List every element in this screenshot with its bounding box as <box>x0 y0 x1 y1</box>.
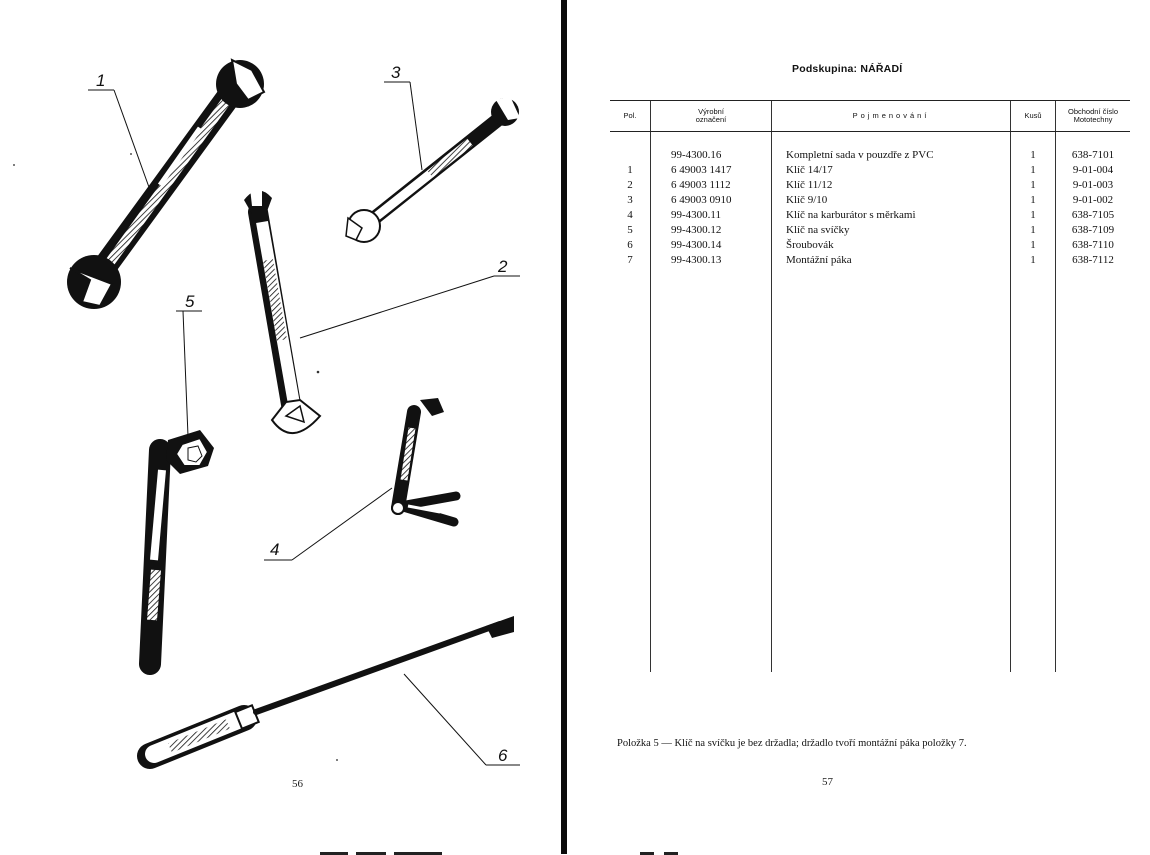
page-number-right: 57 <box>822 776 833 788</box>
cell-qty: 1 <box>1011 163 1056 178</box>
parts-list-page <box>570 0 1150 854</box>
cell-name: Kompletní sada v pouzdře z PVC <box>772 132 1011 164</box>
cell-code: 99-4300.16 <box>651 132 772 164</box>
table-row <box>610 178 1130 193</box>
illustration-page <box>0 0 564 854</box>
cell-pol: 1 <box>627 164 633 176</box>
cell-qty: 1 <box>1011 132 1056 164</box>
cell-code: 99-4300.11 <box>651 208 772 223</box>
table-row <box>610 253 1130 268</box>
table-header-row <box>610 101 1130 132</box>
cell-pol: 6 <box>627 239 633 251</box>
page-heading: Podskupina: NÁŘADÍ <box>792 63 903 75</box>
footnote: Položka 5 — Klíč na svíčku je bez držadla; držadlo tvoří montážní páka položky 7. <box>617 738 967 749</box>
callout-2: 2 <box>498 257 508 276</box>
tools-illustration <box>0 0 564 854</box>
cell-code: 99-4300.13 <box>651 253 772 268</box>
cell-cat: 638-7110 <box>1056 238 1131 253</box>
header-pol-text: Pol. <box>623 111 637 120</box>
header-name-text: Pojmenování <box>852 111 930 120</box>
cell-cat: 9-01-004 <box>1056 163 1131 178</box>
column-header-cat <box>1056 101 1131 132</box>
wrench-9-10-drawing <box>346 96 520 242</box>
cell-qty: 1 <box>1011 223 1056 238</box>
header-qty-text: Kusů <box>1024 111 1042 120</box>
callout-5: 5 <box>185 292 195 311</box>
cell-cat: 638-7109 <box>1056 223 1131 238</box>
cell-pol: 5 <box>627 224 633 236</box>
carburetor-key-drawing <box>392 398 456 522</box>
table-row <box>610 208 1130 223</box>
cell-name: Klíč na karburátor s měrkami <box>772 208 1011 223</box>
table-row <box>610 238 1130 253</box>
callout-3: 3 <box>391 63 401 82</box>
column-header-code <box>651 101 772 132</box>
table-row <box>610 132 1130 164</box>
cell-name: Klíč 11/12 <box>772 178 1011 193</box>
column-header-pol <box>610 101 651 132</box>
cell-cat: 638-7101 <box>1056 132 1131 164</box>
column-header-qty <box>1011 101 1056 132</box>
spark-plug-wrench-drawing <box>150 430 214 664</box>
cell-pol: 4 <box>627 209 633 221</box>
header-cat-line1: Obchodní číslo <box>1067 107 1119 116</box>
book-spine <box>561 0 567 854</box>
cell-qty: 1 <box>1011 193 1056 208</box>
cell-code: 6 49003 1112 <box>651 178 772 193</box>
cell-code: 6 49003 0910 <box>651 193 772 208</box>
cell-qty: 1 <box>1011 208 1056 223</box>
cell-cat: 9-01-003 <box>1056 178 1131 193</box>
cell-pol: 3 <box>627 194 633 206</box>
header-code-line1: Výrobní <box>698 107 724 116</box>
wrench-11-12-drawing <box>244 186 320 433</box>
cell-name: Klíč 9/10 <box>772 193 1011 208</box>
cell-code: 99-4300.12 <box>651 223 772 238</box>
cell-name: Montážní páka <box>772 253 1011 268</box>
table-row <box>610 163 1130 178</box>
wrench-14-17-drawing <box>67 60 264 309</box>
callout-1: 1 <box>96 71 106 90</box>
header-cat-line2: Mototechny <box>1073 115 1113 124</box>
callout-6: 6 <box>498 746 508 765</box>
header-code-line2: označení <box>695 115 727 124</box>
cell-pol: 7 <box>627 254 633 266</box>
table-row <box>610 223 1130 238</box>
page-number-left: 56 <box>292 778 303 790</box>
cell-pol <box>610 132 651 164</box>
cell-cat: 9-01-002 <box>1056 193 1131 208</box>
table-filler-row <box>610 268 1130 672</box>
cell-name: Šroubovák <box>772 238 1011 253</box>
cell-name: Klíč na svíčky <box>772 223 1011 238</box>
cell-cat: 638-7112 <box>1056 253 1131 268</box>
cell-pol: 2 <box>627 179 633 191</box>
column-header-name <box>772 101 1011 132</box>
cell-cat: 638-7105 <box>1056 208 1131 223</box>
cell-code: 99-4300.14 <box>651 238 772 253</box>
cell-name: Klíč 14/17 <box>772 163 1011 178</box>
cell-qty: 1 <box>1011 238 1056 253</box>
cell-qty: 1 <box>1011 178 1056 193</box>
table-row <box>610 193 1130 208</box>
cell-qty: 1 <box>1011 253 1056 268</box>
cell-code: 6 49003 1417 <box>651 163 772 178</box>
callout-4: 4 <box>270 540 280 559</box>
parts-table <box>610 100 1130 672</box>
